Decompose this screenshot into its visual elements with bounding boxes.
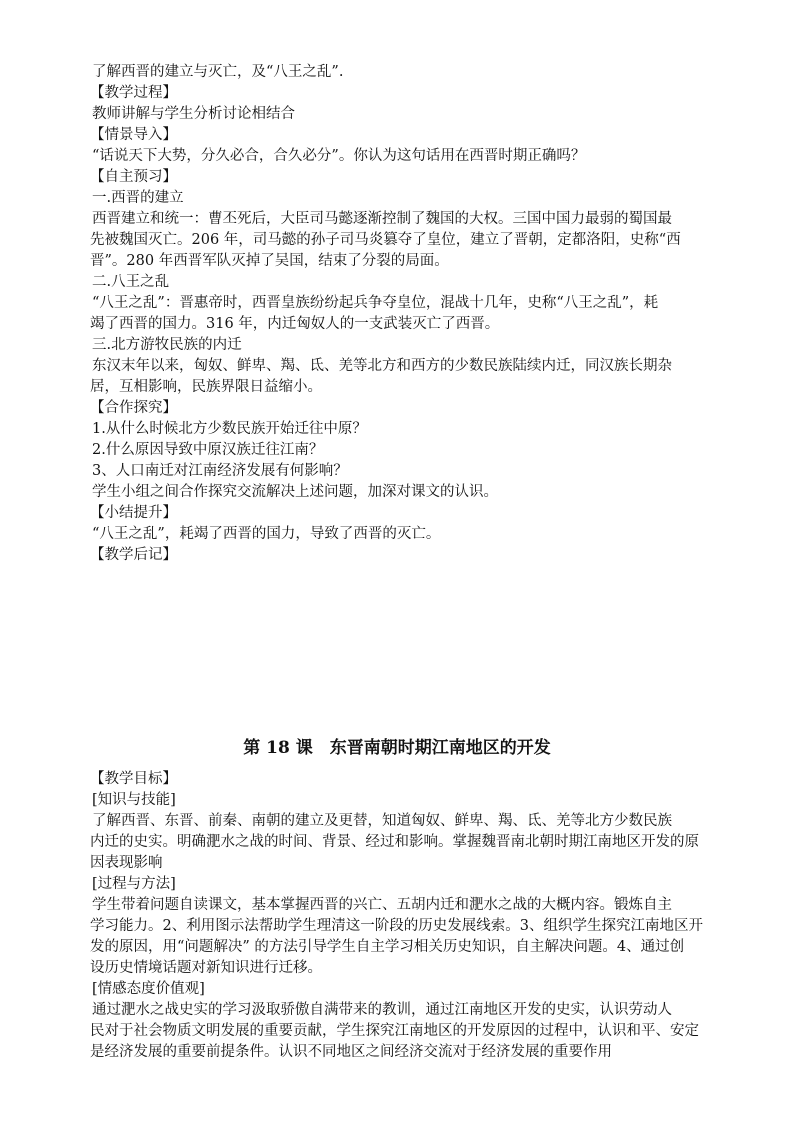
text-line: 东汉末年以来，匈奴、鲜卑、羯、氐、羌等北方和西方的少数民族陆续内迁，同汉族长期杂: [92, 358, 672, 374]
subheading-western-jin: 一.西晋的建立: [92, 190, 184, 206]
section-heading-cooperation: 【合作探究】: [90, 400, 177, 416]
text-line: “八王之乱”：晋惠帝时，西晋皇族纷纷起兵争夺皇位，混战十几年，史称“八王之乱”，耗: [92, 295, 659, 311]
text-line: 设历史情境话题对新知识进行迁移。: [90, 960, 322, 976]
text-line: 居，互相影响，民族界限日益缩小。: [90, 379, 322, 395]
objective-line: 了解西晋的建立与灭亡，及“八王之乱”.: [92, 64, 344, 80]
text-line: 了解西晋、东晋、前秦、南朝的建立及更替，知道匈奴、鲜卑、羯、氐、羌等北方少数民族: [92, 813, 672, 829]
question-1: 1.从什么时候北方少数民族开始迁往中原？: [92, 421, 367, 437]
text-line: 教师讲解与学生分析讨论相结合: [92, 106, 295, 122]
subheading-attitudes-values: [情感态度价值观]: [92, 981, 205, 997]
text-line: 民对于社会物质文明发展的重要贡献，学生探究江南地区的开发原因的过程中，认识和平、安定: [90, 1023, 699, 1039]
question-2: 2.什么原因导致中原汉族迁往江南？: [92, 442, 324, 458]
lesson-title: 第 18 课 东晋南朝时期江南地区的开发: [243, 738, 551, 758]
text-line: 晋”。280 年西晋军队灭掉了吴国，结束了分裂的局面。: [90, 253, 449, 269]
text-line: 因表现影响: [90, 855, 163, 871]
text-line: 发的原因，用“问题解决” 的方法引导学生自主学习相关历史知识，自主解决问题。4、通过创: [90, 939, 685, 955]
text-line: “话说天下大势，分久必合，合久必分”。你认为这句话用在西晋时期正确吗？: [92, 148, 586, 164]
text-line: 西晋建立和统一：曹丕死后，大臣司马懿逐渐控制了魏国的大权。三国中国力最弱的蜀国最: [92, 211, 672, 227]
section-heading-objectives: 【教学目标】: [90, 771, 177, 787]
text-line: 学生带着问题自读课文，基本掌握西晋的兴亡、五胡内迁和淝水之战的大概内容。锻炼自主: [92, 897, 672, 913]
section-heading-preview: 【自主预习】: [90, 169, 177, 185]
text-line: 是经济发展的重要前提条件。认识不同地区之间经济交流对于经济发展的重要作用: [90, 1044, 612, 1060]
section-heading-teaching-process: 【教学过程】: [90, 85, 177, 101]
section-heading-summary: 【小结提升】: [90, 505, 177, 521]
text-line: “八王之乱”，耗竭了西晋的国力，导致了西晋的灭亡。: [92, 526, 441, 542]
text-line: 学生小组之间合作探究交流解决上述问题，加深对课文的认识。: [92, 484, 498, 500]
question-3: 3、人口南迁对江南经济发展有何影响？: [92, 463, 348, 479]
text-line: 竭了西晋的国力。316 年，内迁匈奴人的一支武装灭亡了西晋。: [90, 316, 500, 332]
subheading-knowledge-skills: [知识与技能]: [92, 792, 176, 808]
text-line: 通过淝水之战史实的学习汲取骄傲自满带来的教训，通过江南地区开发的史实，认识劳动人: [92, 1002, 672, 1018]
section-heading-intro: 【情景导入】: [90, 127, 177, 143]
subheading-nomad-migration: 三.北方游牧民族的内迁: [92, 337, 242, 353]
subheading-process-method: [过程与方法]: [92, 876, 176, 892]
text-line: 内迁的史实。明确淝水之战的时间、背景、经过和影响。掌握魏晋南北朝时期江南地区开发的原: [90, 834, 699, 850]
text-line: 先被魏国灭亡。206 年，司马懿的孙子司马炎篡夺了皇位，建立了晋朝，定都洛阳，史称“西: [90, 232, 681, 248]
text-line: 学习能力。2、利用图示法帮助学生理清这一阶段的历史发展线索。3、组织学生探究江南地区开: [90, 918, 703, 934]
section-heading-notes: 【教学后记】: [90, 547, 177, 563]
subheading-eight-princes: 二.八王之乱: [92, 274, 170, 290]
